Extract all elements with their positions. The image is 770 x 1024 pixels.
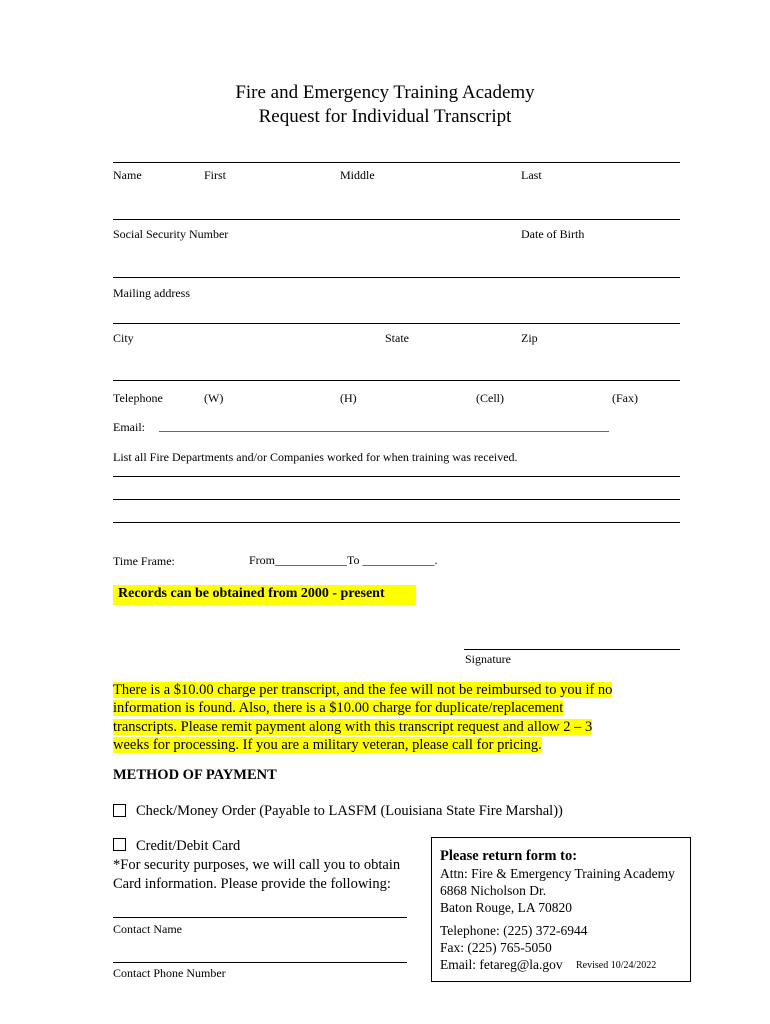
work-phone-label: (W): [204, 391, 224, 405]
return-telephone: Telephone: (225) 372-6944: [440, 923, 588, 938]
signature-label: Signature: [465, 652, 511, 666]
charge-notice-line: information is found. Also, there is a $10.00 charge for duplicate/replacement: [113, 700, 564, 717]
time-frame-label: Time Frame:: [113, 554, 175, 568]
departments-line[interactable]: [113, 499, 680, 500]
home-phone-label: (H): [340, 391, 357, 405]
state-label: State: [385, 331, 409, 345]
payment-heading: METHOD OF PAYMENT: [113, 767, 277, 783]
return-street: 6868 Nicholson Dr.: [440, 883, 547, 898]
email-field-line[interactable]: ___________________________________________________________________________: [159, 419, 609, 433]
ssn-field-line[interactable]: [113, 219, 680, 220]
card-security-note: *For security purposes, we will call you to obtain: [113, 857, 401, 873]
phone-field-line[interactable]: [113, 380, 680, 381]
card-security-note: Card information. Please provide the following:: [113, 876, 391, 892]
city-field-line[interactable]: [113, 323, 680, 324]
revised-date: Revised 10/24/2022: [576, 960, 657, 971]
records-availability-note: Records can be obtained from 2000 - present: [118, 586, 385, 601]
return-city: Baton Rouge, LA 70820: [440, 900, 572, 915]
dob-label: Date of Birth: [521, 227, 585, 241]
middle-name-label: Middle: [340, 168, 375, 182]
city-label: City: [113, 331, 134, 345]
mailing-field-line[interactable]: [113, 277, 680, 278]
check-payment-checkbox[interactable]: [113, 804, 126, 817]
name-field-line[interactable]: [113, 162, 680, 163]
form-title-line2: Request for Individual Transcript: [258, 106, 512, 127]
cell-phone-label: (Cell): [476, 391, 504, 405]
contact-name-line[interactable]: [113, 917, 407, 918]
telephone-label: Telephone: [113, 391, 163, 405]
name-label: Name: [113, 168, 142, 182]
return-heading: Please return form to:: [440, 848, 578, 864]
charge-notice-line: weeks for processing. If you are a military veteran, please call for pricing.: [113, 736, 542, 753]
card-payment-checkbox[interactable]: [113, 838, 126, 851]
charge-notice: [113, 681, 612, 754]
card-payment-label: Credit/Debit Card: [136, 838, 241, 854]
charge-notice-line: transcripts. Please remit payment along with this transcript request and allow 2 – 3: [113, 718, 593, 735]
first-name-label: First: [204, 168, 227, 182]
return-email: Email: fetareg@la.gov: [440, 957, 563, 972]
contact-name-label: Contact Name: [113, 922, 182, 936]
ssn-label: Social Security Number: [113, 227, 229, 241]
contact-phone-label: Contact Phone Number: [113, 966, 226, 980]
return-attn: Attn: Fire & Emergency Training Academy: [440, 866, 675, 881]
contact-phone-line[interactable]: [113, 962, 407, 963]
mailing-address-label: Mailing address: [113, 286, 190, 300]
signature-line[interactable]: [464, 649, 680, 650]
last-name-label: Last: [521, 168, 542, 182]
departments-line[interactable]: [113, 476, 680, 477]
departments-line[interactable]: [113, 522, 680, 523]
departments-label: List all Fire Departments and/or Companies worked for when training was received.: [113, 450, 518, 464]
return-fax: Fax: (225) 765-5050: [440, 940, 552, 955]
form-title-line1: Fire and Emergency Training Academy: [235, 82, 535, 103]
time-frame-range-field[interactable]: From____________To ____________.: [249, 553, 438, 567]
zip-label: Zip: [521, 331, 538, 345]
email-label: Email:: [113, 420, 145, 434]
check-payment-label: Check/Money Order (Payable to LASFM (Louisiana State Fire Marshal)): [136, 803, 563, 819]
charge-notice-line: There is a $10.00 charge per transcript, and the fee will not be reimbursed to you if no: [113, 682, 613, 698]
fax-label: (Fax): [612, 391, 638, 405]
